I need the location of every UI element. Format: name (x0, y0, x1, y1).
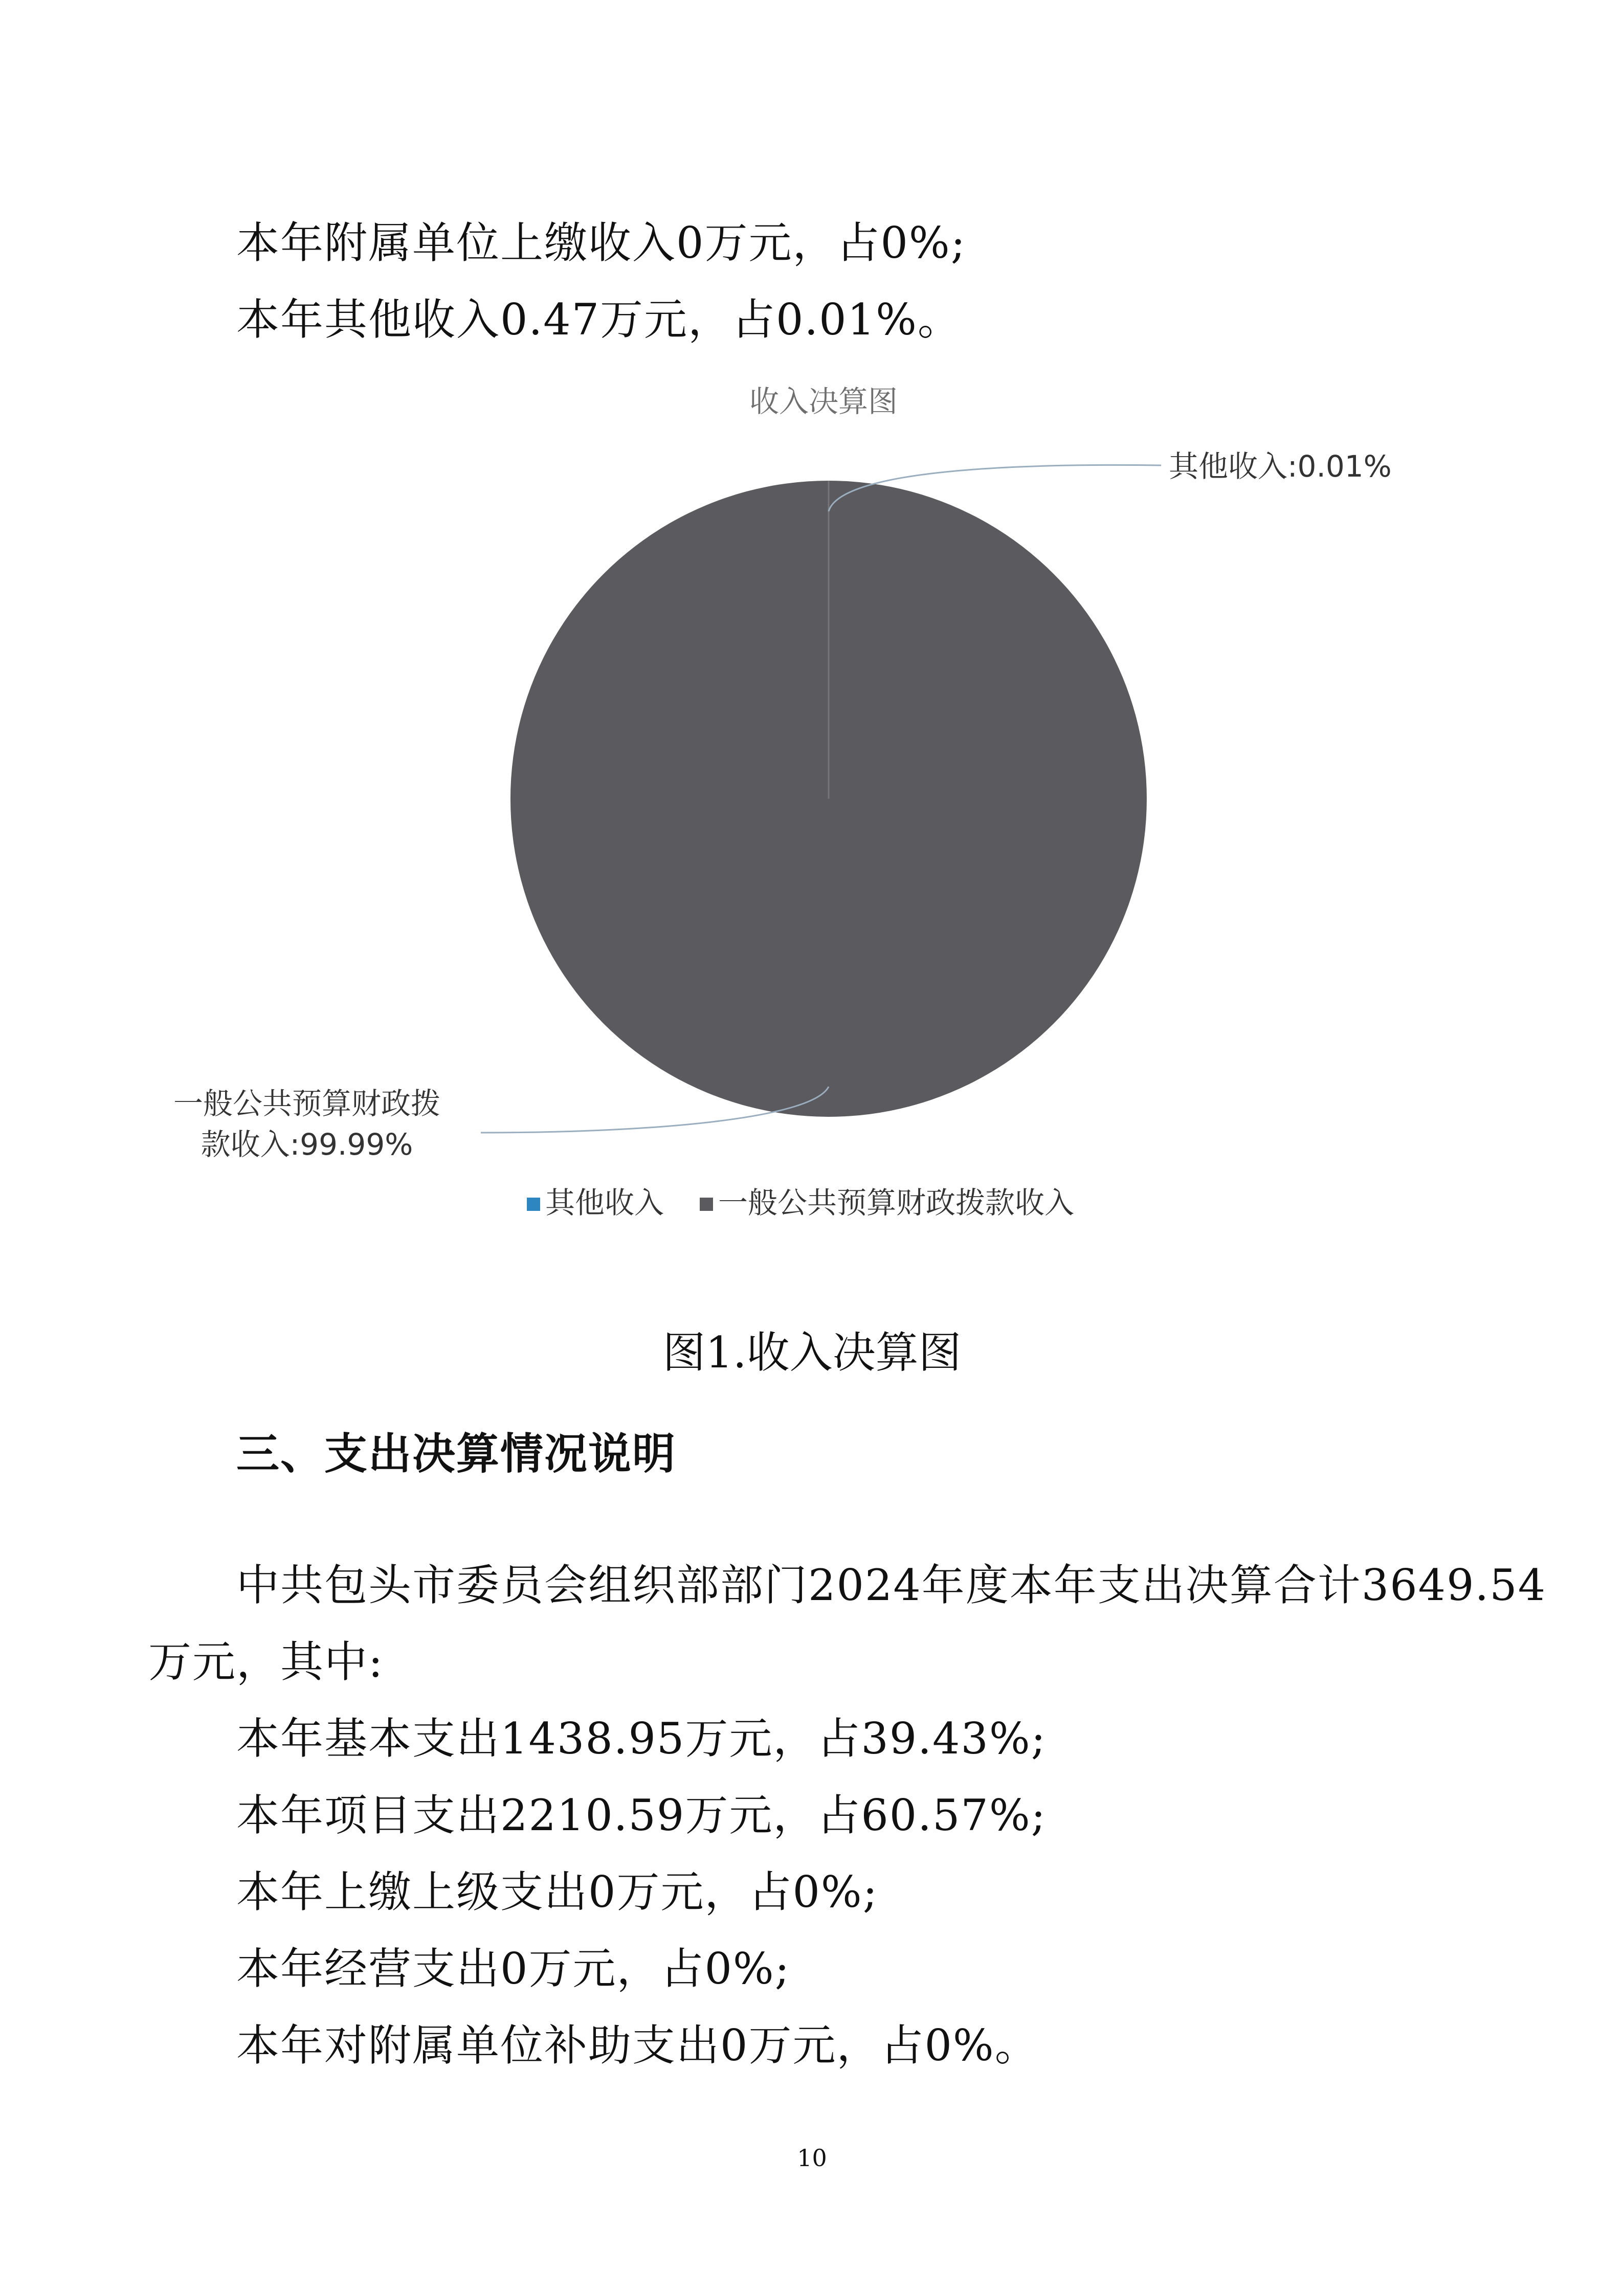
expenditure-subsidy: 本年对附属单位补助支出0万元，占0%。 (236, 2020, 1039, 2070)
legend-label-general: 一般公共预算财政拨款收入 (718, 1185, 1075, 1220)
expenditure-basic: 本年基本支出1438.95万元，占39.43%; (236, 1714, 1047, 1764)
expenditure-project: 本年项目支出2210.59万元，占60.57%; (236, 1790, 1047, 1840)
chart-legend (527, 1185, 1074, 1220)
summary-line-2: 万元，其中: (148, 1637, 384, 1687)
pie-slices (510, 481, 1147, 1117)
legend-swatch-general (700, 1198, 713, 1211)
figure-caption: 图1.收入决算图 (662, 1327, 962, 1378)
paragraph-other-income: 本年其他收入0.47万元，占0.01%。 (236, 295, 962, 345)
paragraph-subsidiary-income: 本年附属单位上缴收入0万元，占0%; (236, 218, 967, 268)
data-label-general-line1: 一般公共预算财政拨 (173, 1086, 441, 1121)
data-label-other: 其他收入:0.01% (1169, 449, 1392, 484)
expenditure-operating: 本年经营支出0万元，占0%; (236, 1944, 791, 1994)
chart-title: 收入决算图 (749, 384, 898, 419)
legend-swatch-other (527, 1198, 540, 1211)
data-label-general-line2: 款收入:99.99% (201, 1127, 413, 1162)
expenditure-upper-level: 本年上缴上级支出0万元，占0%; (236, 1867, 879, 1917)
section-heading: 三、支出决算情况说明 (236, 1429, 677, 1479)
page-number: 10 (797, 2144, 827, 2172)
summary-line-1: 中共包头市委员会组织部部门2024年度本年支出决算合计3649.54 (236, 1560, 1547, 1610)
legend-label-other: 其他收入 (545, 1185, 664, 1220)
